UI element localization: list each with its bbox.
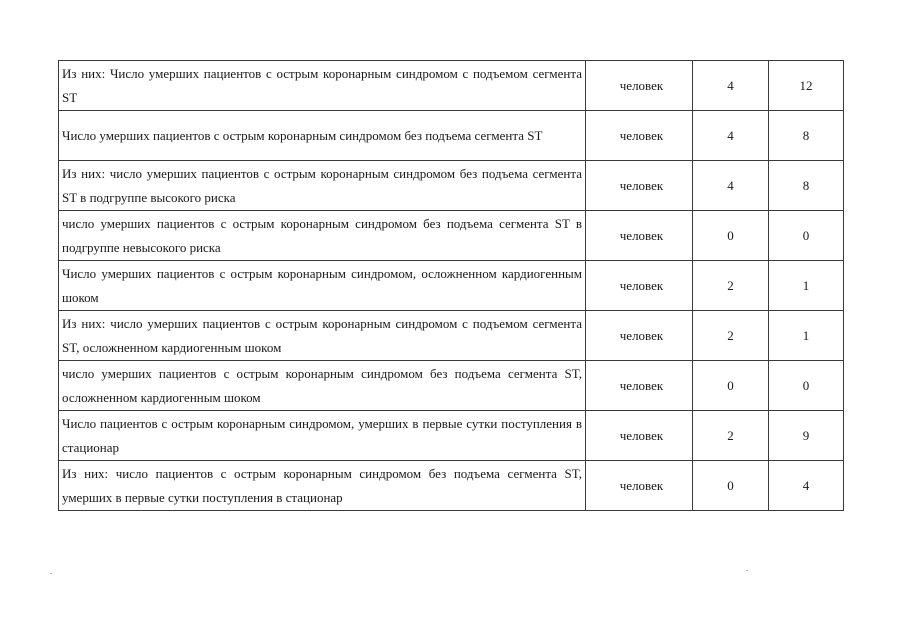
row-description: Из них: число умерших пациентов с острым коронарным синдромом без подъема сегмента ST в подгруппе высокого риска: [59, 161, 586, 211]
row-unit: человек: [586, 361, 693, 411]
row-value-2: 0: [769, 211, 844, 261]
table-row: [59, 461, 844, 511]
row-value-1: 4: [693, 61, 769, 111]
table-row: [59, 361, 844, 411]
row-unit: человек: [586, 111, 693, 161]
row-description: Число пациентов с острым коронарным синдромом, умерших в первые сутки поступления в стационар: [59, 411, 586, 461]
row-description: Из них: число пациентов с острым коронарным синдромом без подъема сегмента ST, умерших в первые сутки поступления в стационар: [59, 461, 586, 511]
row-unit: человек: [586, 311, 693, 361]
row-value-2: 1: [769, 311, 844, 361]
row-value-2: 0: [769, 361, 844, 411]
table-row: [59, 261, 844, 311]
row-unit: человек: [586, 411, 693, 461]
row-unit: человек: [586, 161, 693, 211]
table-row: [59, 411, 844, 461]
row-value-1: 0: [693, 361, 769, 411]
row-description: Из них: Число умерших пациентов с острым коронарным синдромом с подъемом сегмента ST: [59, 61, 586, 111]
row-value-1: 4: [693, 161, 769, 211]
table-row: [59, 111, 844, 161]
row-value-1: 2: [693, 411, 769, 461]
table-row: [59, 161, 844, 211]
row-value-2: 1: [769, 261, 844, 311]
row-unit: человек: [586, 61, 693, 111]
row-value-2: 12: [769, 61, 844, 111]
statistics-table: [58, 60, 844, 511]
row-description: число умерших пациентов с острым коронарным синдромом без подъема сегмента ST в подгруппе невысокого риска: [59, 211, 586, 261]
row-value-1: 2: [693, 311, 769, 361]
scan-speck: [746, 570, 748, 571]
table-row: [59, 311, 844, 361]
row-unit: человек: [586, 461, 693, 511]
row-value-2: 9: [769, 411, 844, 461]
table-row: [59, 211, 844, 261]
row-value-1: 4: [693, 111, 769, 161]
row-value-1: 0: [693, 211, 769, 261]
scan-speck: [50, 573, 52, 574]
row-description: число умерших пациентов с острым коронарным синдромом без подъема сегмента ST, осложненном кардиогенным шоком: [59, 361, 586, 411]
row-value-2: 4: [769, 461, 844, 511]
row-unit: человек: [586, 211, 693, 261]
row-description: Число умерших пациентов с острым коронарным синдромом, осложненном кардиогенным шоком: [59, 261, 586, 311]
row-unit: человек: [586, 261, 693, 311]
row-description: Число умерших пациентов с острым коронарным синдромом без подъема сегмента ST: [59, 111, 586, 161]
table-row: [59, 61, 844, 111]
row-value-2: 8: [769, 161, 844, 211]
row-value-2: 8: [769, 111, 844, 161]
row-value-1: 0: [693, 461, 769, 511]
row-value-1: 2: [693, 261, 769, 311]
row-description: Из них: число умерших пациентов с острым коронарным синдромом с подъемом сегмента ST, осложненном кардиогенным шоком: [59, 311, 586, 361]
